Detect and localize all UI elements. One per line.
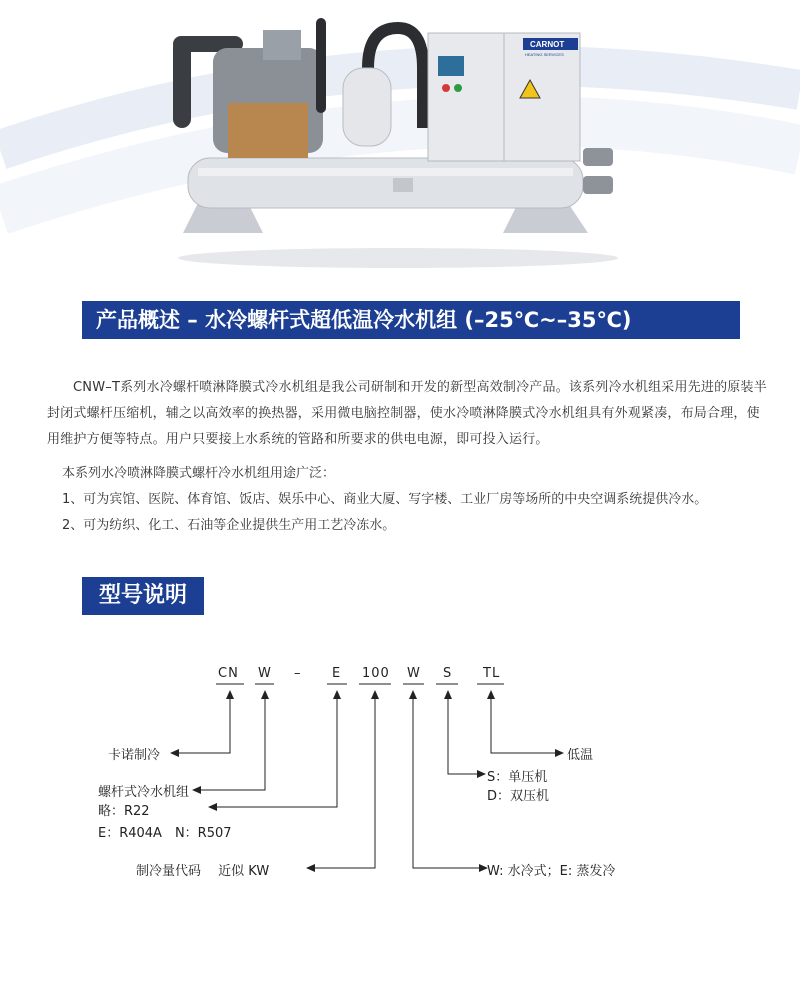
use-item-1: 1、可为宾馆、医院、体育馆、饭店、娱乐中心、商业大厦、写字楼、工业厂房等场所的中央空调系统提供冷水。 [62, 492, 708, 507]
overview-paragraph: CNW–T系列水冷螺杆喷淋降膜式冷水机组是我公司研制和开发的新型高效制冷产品。该系列冷水机组采用先进的原装半封闭式螺杆压缩机，辅之以高效率的换热器，采用微电脑控制器，使水冷喷淋降膜式冷水机组具有外观紧凑，布局合理，使用维护方便等特点。用户只要接上水系统的管路和所要求的供电电源，即可投入运行。 [47, 380, 767, 447]
code-num: 100 [362, 666, 390, 681]
overview-section-title: 产品概述 – 水冷螺杆式超低温冷水机组 (–25℃~–35℃) [82, 301, 740, 339]
label-screw-type: 螺杆式冷水机组 [98, 785, 190, 800]
label-cooling-mode: W: 水冷式；E: 蒸发冷 [487, 864, 616, 879]
use-item-2: 2、可为纺织、化工、石油等企业提供生产用工艺冷冻水。 [62, 518, 396, 533]
code-dash: – [294, 666, 302, 681]
brand-logo-subtext: HEATING SERVICES [525, 52, 564, 57]
label-low-temp: 低温 [567, 748, 594, 763]
code-tl: TL [483, 666, 501, 681]
code-e: E [332, 666, 342, 681]
label-refrigerant-alt: E：R404A N：R507 [98, 826, 232, 841]
label-single: S：单压机 [487, 770, 548, 785]
brand-logo-text: CARNOT [530, 40, 565, 49]
label-capacity: 制冷量代码 近似 KW [136, 864, 270, 879]
chiller-unit-image [168, 8, 628, 270]
code-w2: W [407, 666, 421, 681]
uses-intro-text: 本系列水冷喷淋降膜式螺杆冷水机组用途广泛： [62, 466, 336, 481]
label-refrigerant-default: 略：R22 [98, 804, 150, 819]
code-s: S [443, 666, 453, 681]
code-w: W [258, 666, 272, 681]
label-double: D：双压机 [487, 789, 550, 804]
model-section-title: 型号说明 [82, 577, 204, 615]
label-brand: 卡诺制冷 [108, 748, 161, 763]
model-code-diagram [0, 650, 800, 910]
code-cn: CN [218, 666, 239, 681]
